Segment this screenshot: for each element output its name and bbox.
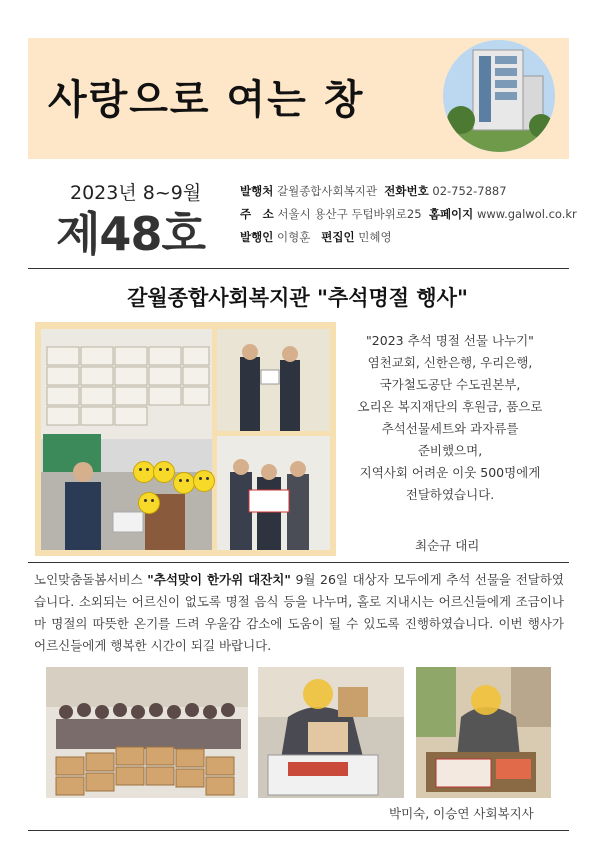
- phone-value: 02-752-7887: [432, 184, 507, 198]
- desc-line: 염천교회, 신한은행, 우리은행,: [367, 355, 533, 370]
- editor-label: 편집인: [321, 230, 355, 244]
- face-cover-icon: [133, 461, 155, 483]
- issuer-row: [240, 229, 392, 245]
- homepage-link[interactable]: www.galwol.co.kr: [476, 207, 577, 221]
- article-author: 최순규 대리: [415, 538, 480, 553]
- senior-photo-1: [258, 667, 404, 798]
- group-photo: [46, 667, 248, 798]
- homepage-label: 홈페이지: [428, 207, 474, 221]
- phone-label: 전화번호: [384, 184, 429, 198]
- editor-value: 민혜영: [358, 230, 392, 244]
- senior-photo-2: [416, 667, 551, 798]
- event-photo-collage: [35, 322, 336, 556]
- article2-body: 9월 26일 대상자 모두에게 추석 선물을 전달하였습니다. 소외되는 어르신이 없도록 명절 음식 등을 나누며, 홀로 지내시는 어르신들에게 조금이나마 명절의 따뜻한 온기를 드려 우울감 감소에 도움이 될 수 있도록 진행하였습니다. 이번 행사가 어르신들에게 행복한 시간이 되길 바랍니다.: [34, 572, 564, 653]
- issue-number: 제48호: [56, 207, 205, 261]
- desc-line: 오리온 복지재단의 후원금, 품으로: [357, 399, 543, 414]
- issuer-label: 발행인: [240, 230, 274, 244]
- face-cover-icon: [153, 461, 175, 483]
- publisher-row: [240, 183, 507, 199]
- divider-bottom: [28, 830, 569, 831]
- article2-paragraph: [34, 569, 564, 657]
- address-value: 서울시 용산구 두텁바위로25: [277, 207, 422, 221]
- article2-author: 박미숙, 이승연 사회복지사: [389, 806, 534, 821]
- article-description: [345, 330, 555, 506]
- face-cover-icon: [193, 470, 215, 492]
- desc-line: "2023 추석 명절 선물 나누기": [366, 333, 534, 348]
- article2-highlight: "추석맞이 한가위 대잔치": [147, 572, 291, 587]
- face-blur: [303, 679, 333, 709]
- issuer-value: 이형훈: [276, 230, 311, 244]
- face-cover-icon: [173, 472, 195, 494]
- face-cover-icon: [138, 492, 160, 514]
- article2-intro: 노인맞춤돌봄서비스: [34, 572, 148, 587]
- desc-line: 지역사회 어려운 이웃 500명에게: [359, 465, 541, 480]
- desc-line: 추석선물세트와 과자류를: [381, 421, 519, 436]
- issue-date: 2023년 8~9월: [70, 182, 202, 204]
- desc-line: 국가철도공단 수도권본부,: [379, 377, 521, 392]
- desc-line: 전달하였습니다.: [405, 487, 495, 502]
- address-row: [240, 206, 577, 222]
- divider-middle: [28, 562, 569, 563]
- desc-line: 준비했으며,: [417, 443, 483, 458]
- address-label: 주 소: [240, 207, 274, 221]
- publisher-value: 갈월종합사회복지관: [276, 184, 377, 198]
- divider-top: [28, 268, 569, 269]
- newsletter-title: 사랑으로 여는 창: [48, 77, 365, 123]
- publisher-label: 발행처: [240, 184, 274, 198]
- face-blur: [471, 685, 501, 715]
- building-photo: [443, 40, 555, 152]
- article-title: 갈월종합사회복지관 "추석명절 행사": [127, 286, 468, 310]
